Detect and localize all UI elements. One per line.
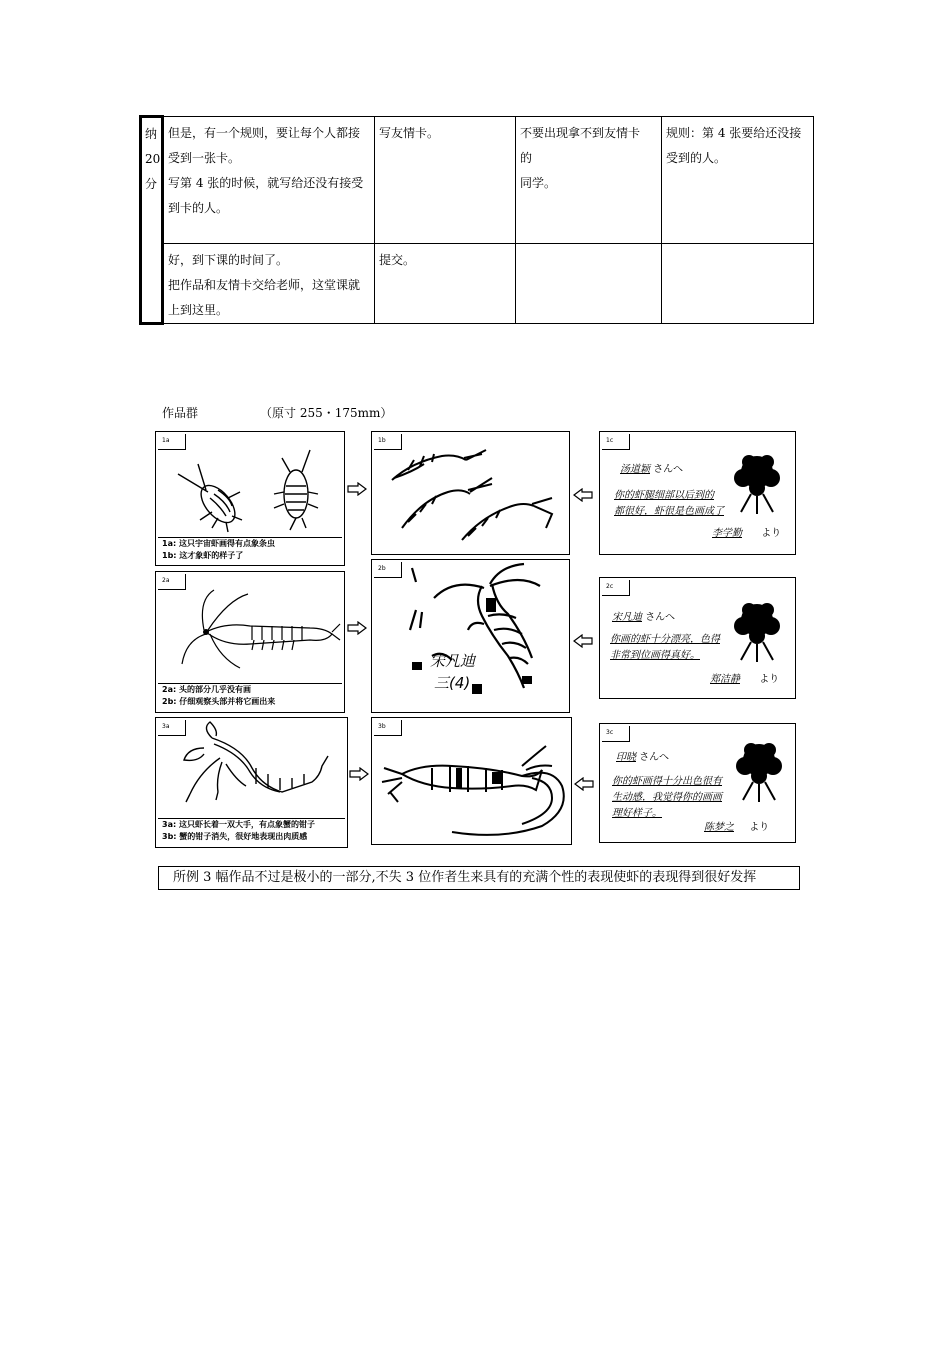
caption-box: 2a: 头的部分几乎没有画 2b: 仔细观察头部并将它画出来	[158, 683, 342, 710]
panel-tag: 2a	[158, 574, 186, 590]
note-cell	[516, 244, 662, 324]
shrimp-outline-drawing	[156, 572, 344, 684]
figure-title: 作品群	[162, 406, 199, 420]
card-signer: 李学勤	[712, 528, 742, 539]
note-cell: 不要出现拿不到友情卡 的 同学。	[516, 117, 662, 244]
panel-tag: 1a	[158, 434, 186, 450]
panel-tag: 3b	[374, 720, 402, 736]
caption-box: 3a: 这只虾长着一双大手，有点象蟹的钳子 3b: 蟹的钳子消失，很好地表现出肉质感	[158, 818, 345, 845]
card-recipient: 宋凡迪	[612, 612, 642, 623]
friendship-card-3c	[599, 723, 796, 843]
bouquet-icon	[727, 734, 792, 808]
panel-tag: 2c	[602, 580, 630, 596]
clawed-shrimp-drawing	[156, 718, 347, 818]
teacher-cell: 好，到下课的时间了。 把作品和友情卡交给老师，这堂课就 上到这里。	[163, 244, 375, 324]
right-arrow-icon	[347, 482, 367, 496]
isopod-drawing	[156, 432, 344, 542]
left-arrow-icon	[573, 634, 593, 648]
shrimp-drawing	[372, 432, 569, 554]
bouquet-icon	[725, 448, 790, 518]
right-arrow-icon	[349, 767, 369, 781]
student-cell: 提交。	[375, 244, 516, 324]
detailed-shrimp-drawing	[372, 718, 571, 844]
friendship-card-1c	[599, 431, 796, 555]
card-message: 你的虾腿细部以后到的 都很好，虾很是色画成了	[614, 490, 724, 517]
figure-size: （原寸 255・175mm）	[260, 406, 393, 420]
panel-1a	[155, 431, 345, 566]
panel-2b	[371, 559, 570, 713]
card-yori: より	[759, 674, 780, 685]
caption-box: 1a: 这只宇宙虾画得有点象条虫 1b: 这才象虾的样子了	[158, 537, 342, 563]
left-arrow-icon	[574, 777, 594, 791]
student-cell: 写友情卡。	[375, 117, 516, 244]
card-yori: より	[761, 528, 782, 539]
panel-2a	[155, 571, 345, 713]
shrimp-closeup-drawing	[372, 560, 569, 712]
card-signer: 郑洁静	[710, 674, 740, 685]
left-arrow-icon	[573, 488, 593, 502]
card-recipient: 印晓	[616, 752, 636, 763]
card-yori: より	[749, 822, 770, 833]
rule-cell	[662, 244, 814, 324]
card-message: 你的虾画得十分出色很有 生动感，我觉得你的画画 理好样子。	[612, 776, 722, 819]
table-row	[141, 117, 814, 244]
card-suffix: さんへ	[639, 752, 669, 763]
teacher-cell: 但是，有一个规则，要让每个人都接 受到一张卡。 写第 4 张的时候，就写给还没有接受 到卡的人。	[163, 117, 375, 244]
panel-tag: 2b	[374, 562, 402, 578]
panel-tag: 3a	[158, 720, 186, 736]
panel-tag: 3c	[602, 726, 630, 742]
panel-tag: 1c	[602, 434, 630, 450]
panel-1b	[371, 431, 570, 555]
friendship-card-2c	[599, 577, 796, 699]
card-suffix: さんへ	[645, 612, 675, 623]
panel-tag: 1b	[374, 434, 402, 450]
table-row	[141, 244, 814, 324]
handwriting-class: 三(4)	[434, 674, 471, 692]
bouquet-icon	[725, 596, 790, 666]
card-message: 你画的虾十分漂亮，色得 非常到位画得真好。	[610, 634, 720, 661]
stage-cell: 纳 20 分	[141, 117, 163, 324]
handwriting-name: 宋凡迪	[430, 652, 476, 670]
card-recipient: 汤道颖	[620, 464, 650, 475]
panel-3b	[371, 717, 572, 845]
card-signer: 陈梦之	[704, 822, 734, 833]
figure-footnote: 所例 3 幅作品不过是极小的一部分,不失 3 位作者生来具有的充满个性的表现使虾的表现得到很好发挥	[158, 866, 800, 890]
panel-3a	[155, 717, 348, 848]
lesson-plan-table	[139, 115, 814, 325]
card-suffix: さんへ	[653, 464, 683, 475]
rule-cell: 规则：第 4 张要给还没接 受到的人。	[662, 117, 814, 244]
right-arrow-icon	[347, 621, 367, 635]
